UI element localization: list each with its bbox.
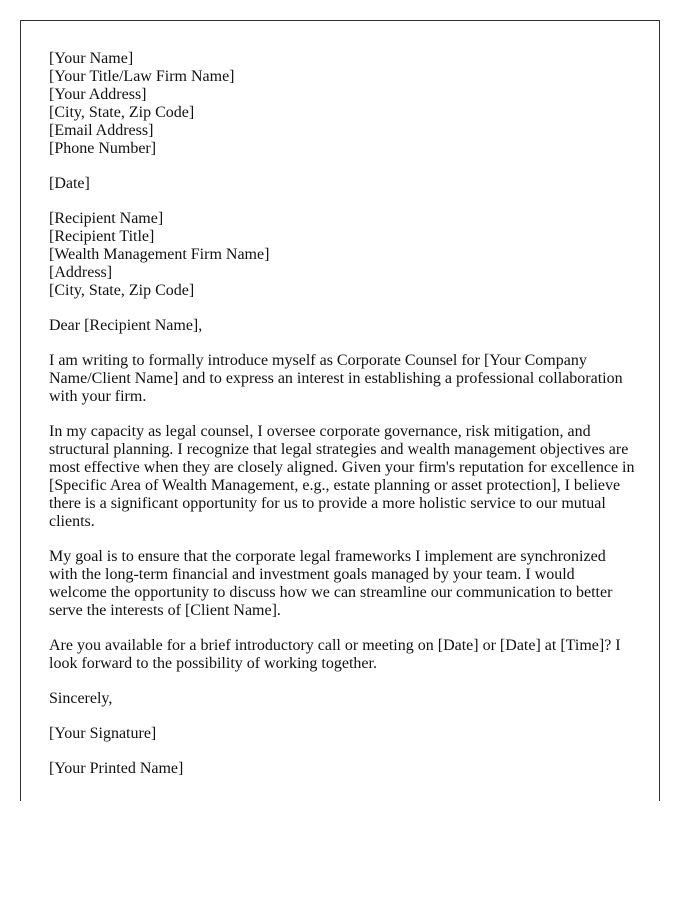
recipient-firm: [Wealth Management Firm Name] [49, 246, 270, 263]
printed-name: [Your Printed Name] [49, 760, 184, 777]
recipient-title: [Recipient Title] [49, 228, 155, 245]
sender-city-state-zip: [City, State, Zip Code] [49, 104, 195, 121]
sender-title: [Your Title/Law Firm Name] [49, 68, 235, 85]
body-paragraph: I am writing to formally introduce myself as Corporate Counsel for [Your Company Name/Client Name] and to express an interest in establishing a professional collaboration with your firm. [49, 352, 623, 405]
recipient-address: [Address] [49, 264, 113, 281]
closing: Sincerely, [49, 690, 113, 707]
body-paragraph: Are you available for a brief introductory call or meeting on [Date] or [Date] at [Time]? I look forward to the possibility of working together. [49, 637, 621, 672]
recipient-city-state-zip: [City, State, Zip Code] [49, 282, 195, 299]
sender-block [49, 50, 631, 158]
signature: [Your Signature] [49, 725, 157, 742]
sender-phone: [Phone Number] [49, 140, 157, 157]
sender-address: [Your Address] [49, 86, 147, 103]
salutation: Dear [Recipient Name], [49, 317, 203, 334]
body-paragraph: In my capacity as legal counsel, I oversee corporate governance, risk mitigation, and structural planning. I recognize that legal strategies and wealth management objectives are most effective when they are closely aligned. Given your firm's reputation for excellence in [Specific Area of Wealth Management, e.g., estate planning or asset protection], I believe there is a significant opportunity for us to provide a more holistic service to our mutual clients. [49, 423, 635, 530]
recipient-name: [Recipient Name] [49, 210, 164, 227]
recipient-block [49, 210, 631, 300]
letter-date: [Date] [49, 175, 90, 192]
letter-page [20, 20, 660, 801]
sender-email: [Email Address] [49, 122, 154, 139]
body-paragraph: My goal is to ensure that the corporate legal frameworks I implement are synchronized with the long-term financial and investment goals managed by your team. I would welcome the opportunity to discuss how we can streamline our communication to better serve the interests of [Client Name]. [49, 548, 613, 619]
sender-name: [Your Name] [49, 50, 134, 67]
